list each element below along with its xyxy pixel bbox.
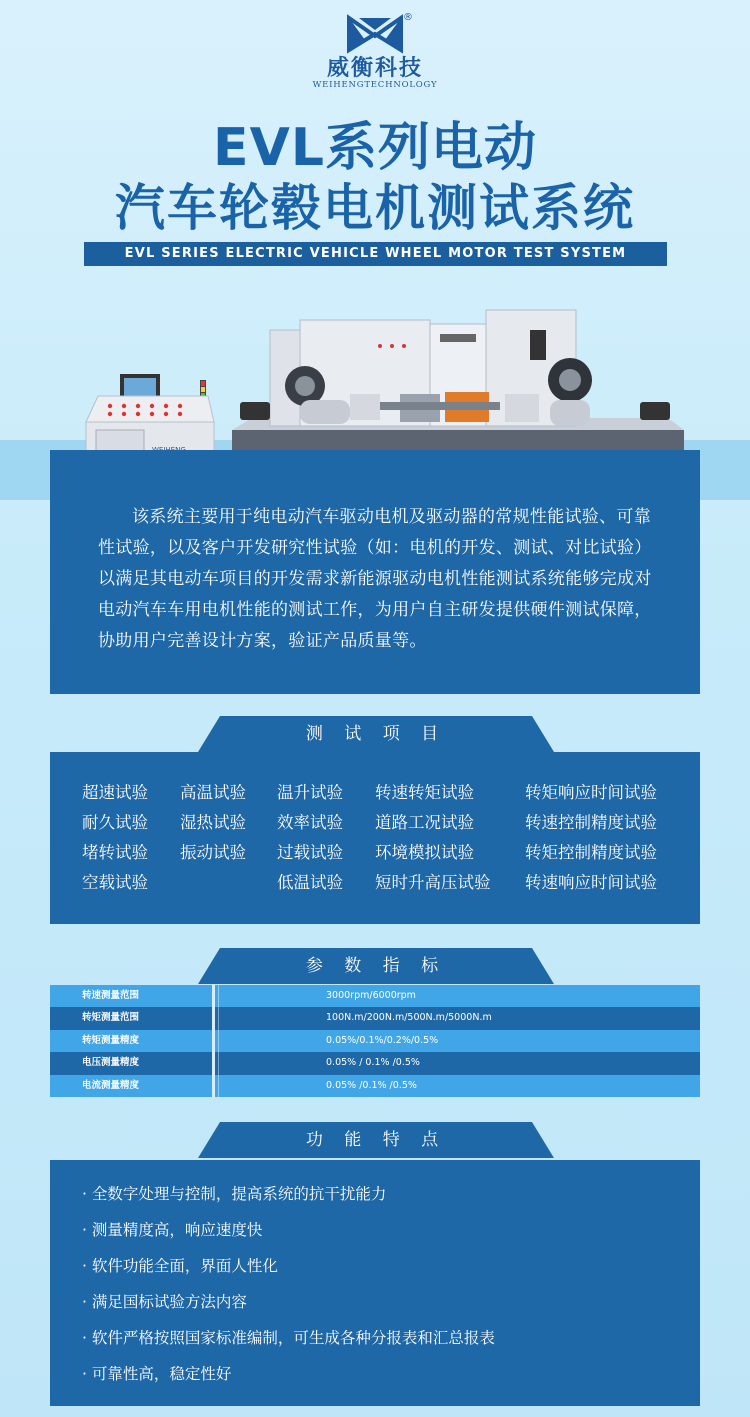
params-heading xyxy=(198,948,554,984)
test-item: 低温试验 xyxy=(277,873,343,892)
test-items-column xyxy=(180,778,246,868)
english-subtitle: EVL SERIES ELECTRIC VEHICLE WHEEL MOTOR TEST SYSTEM xyxy=(84,242,667,266)
feature-item: · 软件严格按照国家标准编制，可生成各种分报表和汇总报表 xyxy=(82,1329,495,1347)
params-row xyxy=(50,1007,700,1029)
test-item: 空载试验 xyxy=(82,873,148,892)
params-table xyxy=(50,985,700,1097)
feature-item: · 满足国标试验方法内容 xyxy=(82,1293,247,1311)
test-items-panel xyxy=(50,752,700,924)
test-item: 超速试验 xyxy=(82,783,148,802)
param-value: 0.05% / 0.1% /0.5% xyxy=(326,1057,420,1069)
test-item: 温升试验 xyxy=(277,783,343,802)
test-item: 转矩响应时间试验 xyxy=(525,783,657,802)
feature-item: · 全数字处理与控制，提高系统的抗干扰能力 xyxy=(82,1185,387,1203)
brand-logo xyxy=(300,14,450,98)
page-title-line2: 汽车轮毂电机测试系统 xyxy=(115,179,635,237)
logo-mark-icon xyxy=(345,14,405,56)
page-title-line1: EVL系列电动 xyxy=(213,118,537,178)
param-key: 转速测量范围 xyxy=(82,990,140,1001)
description-panel xyxy=(50,450,700,694)
params-row xyxy=(50,1030,700,1052)
test-item: 堵转试验 xyxy=(82,843,148,862)
test-item: 短时升高压试验 xyxy=(375,873,491,892)
param-key: 电压测量精度 xyxy=(82,1057,140,1069)
features-heading-text: 功 能 特 点 xyxy=(305,1130,447,1150)
features-panel xyxy=(50,1160,700,1406)
test-items-column xyxy=(277,778,343,898)
params-row xyxy=(50,1052,700,1074)
test-item: 过载试验 xyxy=(277,843,343,862)
param-value: 3000rpm/6000rpm xyxy=(326,990,416,1001)
features-heading xyxy=(198,1122,554,1158)
test-items-column xyxy=(525,778,657,898)
registered-mark: ® xyxy=(403,12,413,23)
description-text: 该系统主要用于纯电动汽车驱动电机及驱动器的常规性能试验、可靠性试验，以及客户开发研究性试验（如：电机的开发、测试、对比试验）以满足其电动车项目的开发需求新能源驱动电机性能测试系统能够完成对电动汽车车用电机性能的测试工作，为用户自主研发提供硬件测试保障，协助用户完善设计方案，验证产品质量等。 xyxy=(98,507,652,651)
params-row xyxy=(50,1075,700,1097)
test-items-heading-text: 测 试 项 目 xyxy=(305,724,447,744)
test-item: 道路工况试验 xyxy=(375,813,474,832)
test-item: 转矩控制精度试验 xyxy=(525,843,657,862)
params-row xyxy=(50,985,700,1007)
test-items-heading xyxy=(198,716,554,752)
test-item: 湿热试验 xyxy=(180,813,246,832)
param-key: 电流测量精度 xyxy=(82,1079,140,1091)
feature-item: · 软件功能全面，界面人性化 xyxy=(82,1257,278,1275)
brand-name-cn: 威衡科技 xyxy=(326,55,423,81)
test-item: 耐久试验 xyxy=(82,813,148,832)
test-item: 效率试验 xyxy=(277,813,343,832)
brand-name-en: WEIHENGTECHNOLOGY xyxy=(312,80,438,90)
param-key: 转矩测量范围 xyxy=(82,1012,140,1024)
param-value: 0.05%/0.1%/0.2%/0.5% xyxy=(326,1034,439,1046)
param-value: 0.05% /0.1% /0.5% xyxy=(326,1079,417,1091)
test-item: 转速控制精度试验 xyxy=(525,813,657,832)
test-items-column xyxy=(82,778,148,898)
test-item: 转速转矩试验 xyxy=(375,783,474,802)
test-item: 振动试验 xyxy=(180,843,246,862)
param-key: 转矩测量精度 xyxy=(82,1034,140,1046)
test-items-column xyxy=(375,778,491,898)
feature-item: · 测量精度高，响应速度快 xyxy=(82,1221,263,1239)
param-value: 100N.m/200N.m/500N.m/5000N.m xyxy=(326,1012,492,1024)
feature-item: · 可靠性高，稳定性好 xyxy=(82,1365,232,1383)
test-item: 转速响应时间试验 xyxy=(525,873,657,892)
test-item: 环境模拟试验 xyxy=(375,843,474,862)
test-item: 高温试验 xyxy=(180,783,246,802)
params-heading-text: 参 数 指 标 xyxy=(305,956,447,976)
